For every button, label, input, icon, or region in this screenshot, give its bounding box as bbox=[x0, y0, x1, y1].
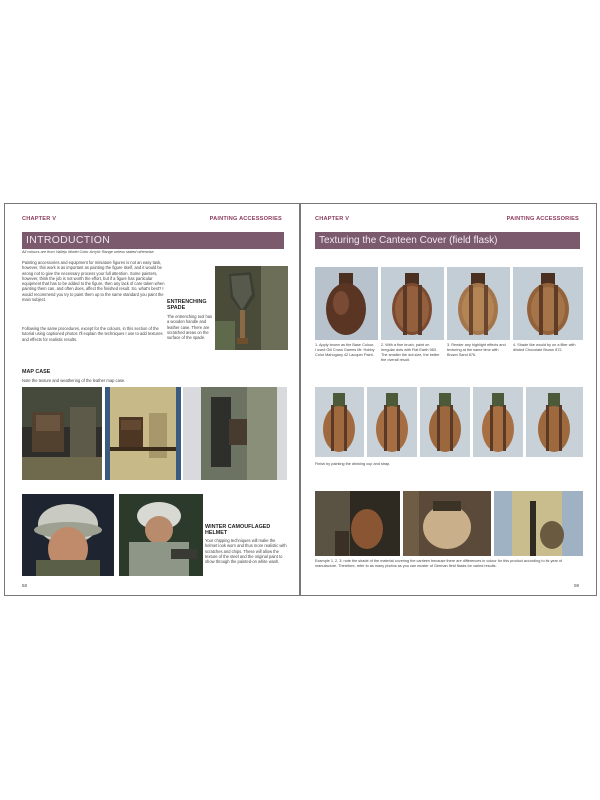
canteen-finish-photo-3 bbox=[420, 387, 470, 457]
canteen-step-1-photo bbox=[315, 267, 378, 340]
spade-caption: The entrenching tool has a wooden handle and leather case. There are scratched areas on the surface of the spade. bbox=[167, 314, 213, 341]
mapcase-caption: Note the texture and weathering of the leather map case. bbox=[22, 378, 126, 383]
section-label: PAINTING ACCESSORIES bbox=[209, 216, 282, 222]
step-3-caption: 3. Render any highlight effects and texturing at the same time with Brown Sand 876. bbox=[447, 343, 506, 357]
page-number: 59 bbox=[574, 583, 579, 588]
chapter-label: CHAPTER V bbox=[315, 216, 350, 222]
mapcase-photo-3 bbox=[183, 387, 287, 480]
helmet-photo-2 bbox=[119, 494, 203, 576]
helmet-caption: Your chipping techniques will make the helmet look worn and thus more realistic with scratches and chips. These will allow the texture of the steel and the original paint to show through the painted-on white wash. bbox=[205, 538, 287, 565]
mapcase-heading: MAP CASE bbox=[22, 369, 51, 375]
helmet-heading: WINTER CAMOUFLAGED HELMET bbox=[205, 524, 271, 537]
step-2-caption: 2. With a fine brush, paint on irregular dots with Flat Earth 983. The smaller the dot size, the better the overall result. bbox=[381, 343, 440, 362]
chapter-label: CHAPTER V bbox=[22, 216, 57, 222]
intro-paragraph-2: Following the same procedures, except for the colours, in this section of the tutorial using captioned photos I'll explain the techniques I use to add textures and effects for realistic results. bbox=[22, 326, 163, 342]
example-photo-3 bbox=[494, 491, 583, 556]
spade-heading: ENTRENCHING SPADE bbox=[167, 299, 207, 312]
canteen-step-3-photo bbox=[447, 267, 510, 340]
canteen-step-4-photo bbox=[513, 267, 583, 340]
section-label: PAINTING ACCESSORIES bbox=[506, 216, 579, 222]
mapcase-photo-2 bbox=[105, 387, 181, 480]
colour-note: All colours are from Vallejo Model Color Acrylic Range unless stated otherwise. bbox=[22, 250, 155, 254]
page-title: INTRODUCTION bbox=[22, 232, 284, 249]
right-page bbox=[300, 203, 597, 596]
mapcase-photo-1 bbox=[22, 387, 102, 480]
spade-photo bbox=[215, 266, 288, 350]
canteen-finish-photo-2 bbox=[367, 387, 417, 457]
example-photo-1 bbox=[315, 491, 400, 556]
page-number: 58 bbox=[22, 583, 27, 588]
example-photo-2 bbox=[403, 491, 491, 556]
step-1-caption: 1. Apply brown as the Base Colour. I used Gili Cross Games Mr. Hobby Color Mahogany 42 Lacquer Paint. bbox=[315, 343, 375, 357]
canteen-step-2-photo bbox=[381, 267, 444, 340]
example-caption: Example 1, 2, 3: note the shade of the material covering the canteen because there are differences in colour for this product according to its year of manufacture. Therefore, refer to as many photos as you can muster of German field flasks for varied results. bbox=[315, 559, 563, 568]
left-page bbox=[4, 203, 300, 596]
canteen-finish-photo-1 bbox=[315, 387, 364, 457]
finish-caption: Finish by painting the drinking cup and strap. bbox=[315, 462, 391, 466]
canteen-finish-photo-4 bbox=[473, 387, 523, 457]
step-4-caption: 4. Shade like would by on a filter with diluted Chocolate Brown 872. bbox=[513, 343, 576, 352]
intro-paragraph-1: Painting accessories and equipment for miniature figures is not an easy task, however, this work is as important as painting the figure itself, and it would be wrong not to give the necessary process your full attention. Some painters, however, think the job is not worth the effort, but if a figure has particular equipment that has to be added to the figure, then any lack of care taken when painting them can, and often does, affect the finished result. So, what's best? I would recommend you try to paint them up to the same standard you paint the main subject. bbox=[22, 260, 165, 303]
page-title: Texturing the Canteen Cover (field flask) bbox=[315, 232, 580, 249]
helmet-photo-1 bbox=[22, 494, 114, 576]
canteen-finish-photo-5 bbox=[526, 387, 583, 457]
